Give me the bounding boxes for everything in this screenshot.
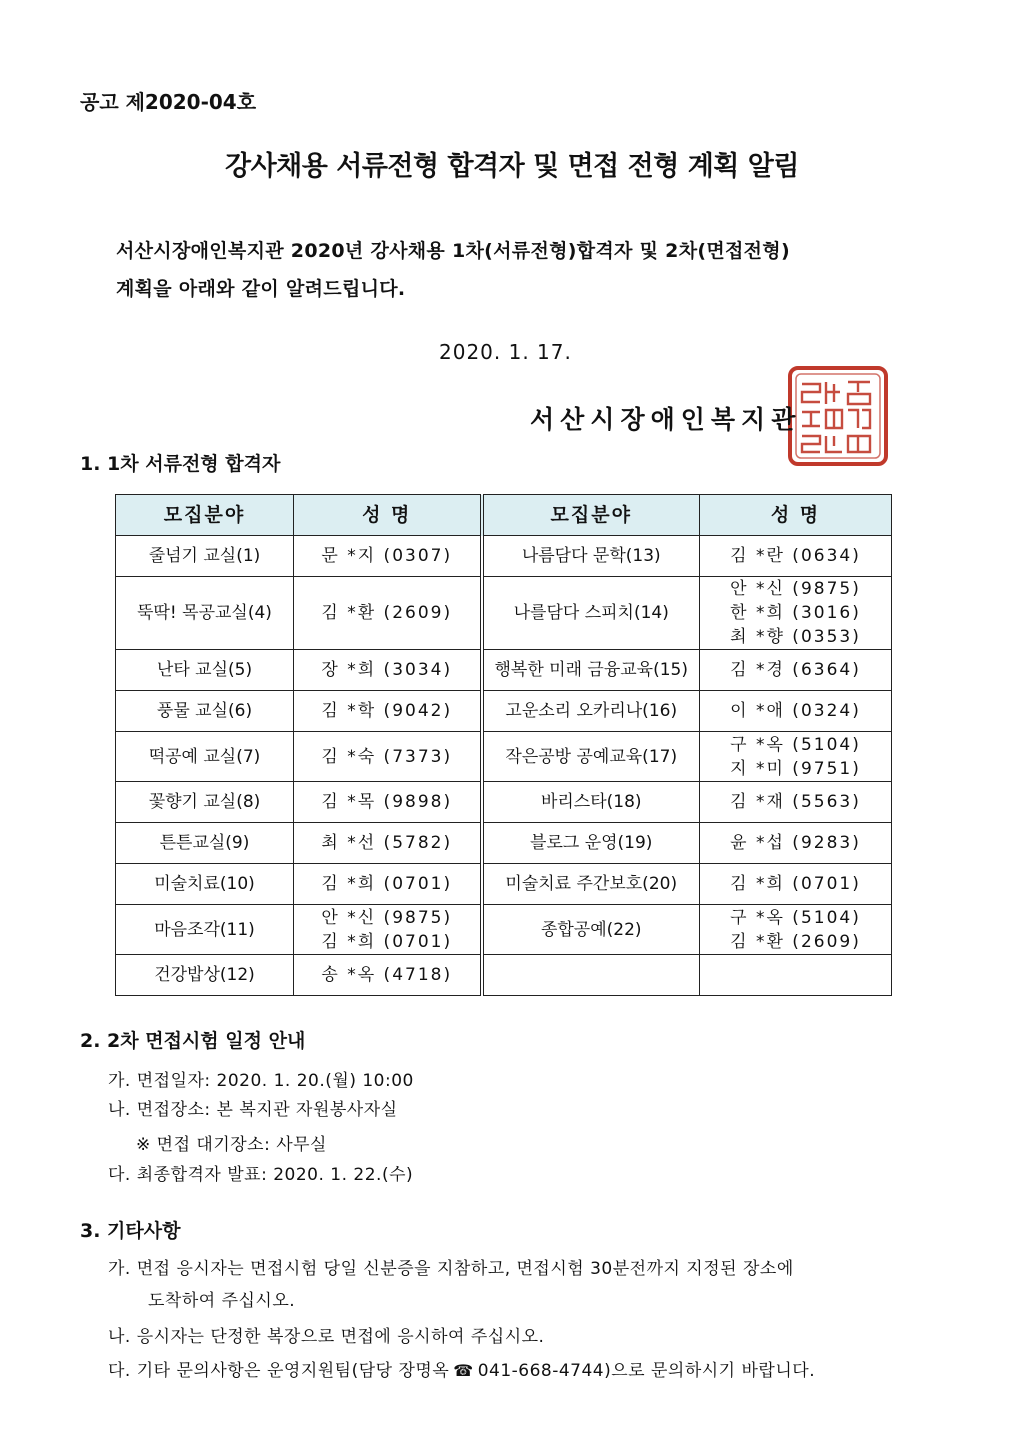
- name-cell: [294, 732, 482, 782]
- name-cell: [700, 955, 892, 996]
- note-c: [108, 1356, 815, 1381]
- table-row: [116, 823, 892, 864]
- applicant-name: 김 *학 (9042): [321, 701, 453, 721]
- applicant-name: 김 *목 (9898): [321, 792, 453, 812]
- applicant-name: 윤 *섭 (9283): [730, 833, 861, 853]
- applicant-name: 안 *신 (9875): [730, 579, 861, 599]
- field-cell: 바리스타(18): [482, 782, 700, 823]
- name-cell: [294, 905, 482, 955]
- field-cell: 뚝딱! 목공교실(4): [116, 577, 294, 650]
- official-seal-icon: [786, 364, 890, 468]
- header-name-right: 성 명: [700, 495, 892, 536]
- table-row: [116, 650, 892, 691]
- field-cell: 건강밥상(12): [116, 955, 294, 996]
- name-cell: [294, 864, 482, 905]
- results-table: [115, 494, 892, 996]
- name-cell: [294, 823, 482, 864]
- name-cell: [700, 864, 892, 905]
- field-cell: 나를담다 스피치(14): [482, 577, 700, 650]
- organization-name: 서산시장애인복지관: [530, 405, 802, 434]
- table-row: [116, 955, 892, 996]
- field-cell: 미술치료(10): [116, 864, 294, 905]
- interview-date: 가. 면접일자: 2020. 1. 20.(월) 10:00: [108, 1071, 414, 1091]
- header-name-left: 성 명: [294, 495, 482, 536]
- applicant-name: 송 *옥 (4718): [321, 965, 453, 985]
- intro-line-2: 계획을 아래와 같이 알려드립니다.: [116, 278, 406, 300]
- applicant-name: 한 *희 (3016): [730, 603, 861, 623]
- field-cell: 마음조각(11): [116, 905, 294, 955]
- note-a-line-2: 도착하여 주십시오.: [148, 1291, 296, 1311]
- header-field-left: 모집분야: [116, 495, 294, 536]
- applicant-name: 구 *옥 (5104): [730, 734, 861, 755]
- table-row: [116, 905, 892, 955]
- applicant-name: 최 *선 (5782): [321, 833, 453, 853]
- name-cell: [294, 650, 482, 691]
- section-2-title: 2. 2차 면접시험 일정 안내: [80, 1030, 306, 1052]
- field-cell: 미술치료 주간보호(20): [482, 864, 700, 905]
- applicant-name: 김 *숙 (7373): [321, 746, 453, 767]
- note-c-phone: 041-668-4744)으로 문의하시기 바랍니다.: [477, 1361, 816, 1381]
- name-cell: [294, 955, 482, 996]
- name-cell: [700, 905, 892, 955]
- section-1-title: 1. 1차 서류전형 합격자: [80, 453, 281, 475]
- applicant-name: 구 *옥 (5104): [730, 907, 861, 928]
- applicant-name: 이 *애 (0324): [730, 701, 861, 721]
- telephone-icon: ☎: [453, 1361, 474, 1380]
- applicant-name: 장 *희 (3034): [321, 660, 453, 680]
- name-cell: [294, 577, 482, 650]
- note-b: 나. 응시자는 단정한 복장으로 면접에 응시하여 주십시오.: [108, 1327, 545, 1347]
- name-cell: [700, 823, 892, 864]
- table-row: [116, 732, 892, 782]
- applicant-name: 김 *란 (0634): [730, 546, 861, 566]
- name-cell: [700, 536, 892, 577]
- name-cell: [700, 782, 892, 823]
- applicant-name: 문 *지 (0307): [321, 546, 453, 566]
- applicant-name: 김 *경 (6364): [730, 660, 861, 680]
- intro-line-1: 서산시장애인복지관 2020년 강사채용 1차(서류전형)합격자 및 2차(면접전형): [116, 240, 790, 262]
- intro-paragraph: [116, 232, 790, 308]
- table-header-row: [116, 495, 892, 536]
- field-cell: 블로그 운영(19): [482, 823, 700, 864]
- field-cell: 나름담다 문학(13): [482, 536, 700, 577]
- field-cell: 줄넘기 교실(1): [116, 536, 294, 577]
- applicant-name: 김 *희 (0701): [321, 931, 453, 952]
- name-cell: [700, 650, 892, 691]
- applicant-name: 안 *신 (9875): [321, 907, 453, 928]
- table-row: [116, 782, 892, 823]
- field-cell: 떡공예 교실(7): [116, 732, 294, 782]
- name-cell: [294, 536, 482, 577]
- field-cell: 튼튼교실(9): [116, 823, 294, 864]
- note-c-text: 다. 기타 문의사항은 운영지원팀(담당 장명옥: [108, 1361, 450, 1381]
- notice-number: 공고 제2020-04호: [80, 90, 257, 114]
- field-cell: 고운소리 오카리나(16): [482, 691, 700, 732]
- interview-location: 나. 면접장소: 본 복지관 자원봉사자실: [108, 1100, 398, 1120]
- name-cell: [294, 782, 482, 823]
- applicant-name: 김 *희 (0701): [730, 874, 861, 894]
- applicant-name: 최 *향 (0353): [730, 627, 861, 647]
- final-announcement: 다. 최종합격자 발표: 2020. 1. 22.(수): [108, 1165, 414, 1185]
- applicant-name: 김 *환 (2609): [321, 603, 453, 623]
- table-row: [116, 536, 892, 577]
- applicant-name: 김 *재 (5563): [730, 792, 861, 812]
- name-cell: [294, 691, 482, 732]
- table-row: [116, 691, 892, 732]
- applicant-name: 김 *희 (0701): [321, 874, 453, 894]
- notice-date: 2020. 1. 17.: [439, 340, 572, 364]
- field-cell: 꽃향기 교실(8): [116, 782, 294, 823]
- table-row: [116, 577, 892, 650]
- name-cell: [700, 691, 892, 732]
- field-cell: 풍물 교실(6): [116, 691, 294, 732]
- waiting-location: ※ 면접 대기장소: 사무실: [136, 1135, 327, 1155]
- results-body: [116, 536, 892, 996]
- section-3-title: 3. 기타사항: [80, 1220, 181, 1242]
- table-row: [116, 864, 892, 905]
- note-a-line-1: 가. 면접 응시자는 면접시험 당일 신분증을 지참하고, 면접시험 30분전까지 지정된 장소에: [108, 1259, 794, 1279]
- name-cell: [700, 577, 892, 650]
- applicant-name: 김 *환 (2609): [730, 931, 861, 952]
- field-cell: [482, 955, 700, 996]
- applicant-name: 지 *미 (9751): [730, 758, 861, 779]
- field-cell: 작은공방 공예교육(17): [482, 732, 700, 782]
- field-cell: 난타 교실(5): [116, 650, 294, 691]
- header-field-right: 모집분야: [482, 495, 700, 536]
- field-cell: 종합공예(22): [482, 905, 700, 955]
- field-cell: 행복한 미래 금융교육(15): [482, 650, 700, 691]
- document-title: 강사채용 서류전형 합격자 및 면접 전형 계획 알림: [225, 151, 799, 182]
- name-cell: [700, 732, 892, 782]
